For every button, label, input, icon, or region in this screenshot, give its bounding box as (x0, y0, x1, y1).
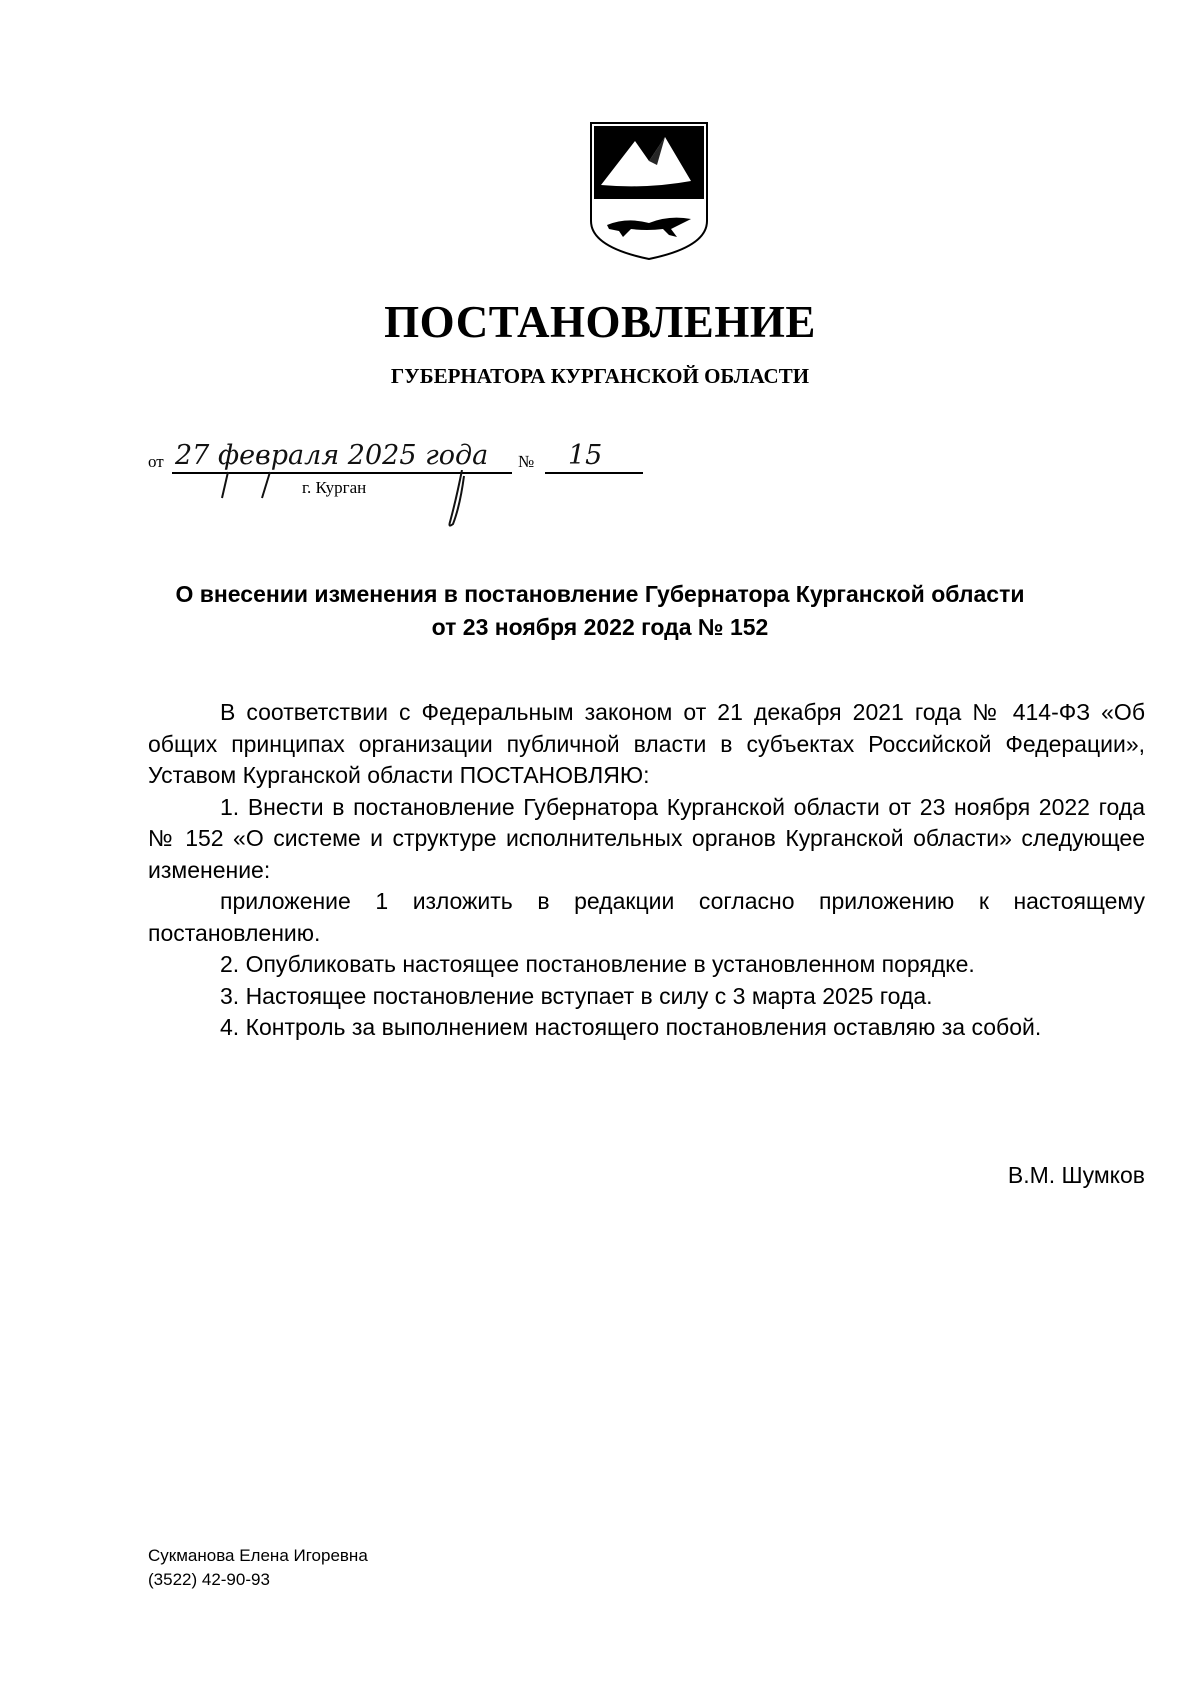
handwritten-number: 15 (568, 440, 603, 471)
document-title: ПОСТАНОВЛЕНИЕ (384, 297, 816, 347)
issuer-subtitle: ГУБЕРНАТОРА КУРГАНСКОЙ ОБЛАСТИ (390, 364, 810, 388)
signer-name: В.М. Шумков (1007, 1162, 1145, 1188)
clause-1-detail-paragraph: приложение 1 изложить в редакции согласно приложению к настоящему постановлению. (148, 888, 1145, 946)
number-underline (545, 472, 643, 474)
clause-1-paragraph: 1. Внести в постановление Губернатора Курганской области от 23 ноября 2022 года № 152 «О системе и структуре исполнительных органов Курганской области» следующее изменение: (148, 793, 1145, 883)
contact-phone: (3522) 42-90-93 (148, 1570, 270, 1589)
heading-line-1: О внесении изменения в постановление Губернатора Курганской области (175, 581, 1025, 607)
clause-2-paragraph: 2. Опубликовать настоящее постановление в установленном порядке. (220, 951, 975, 977)
date-prefix: от (148, 452, 164, 471)
preamble-paragraph: В соответствии с Федеральным законом от 21 декабря 2021 года № 414-ФЗ «Об общих принципах организации публичной власти в субъектах Российской Федерации», Уставом Курганской области ПОСТАНОВЛЯЮ: (148, 699, 1145, 788)
document-heading (120, 578, 1080, 644)
document-body (148, 697, 1145, 1044)
kurgan-coat-of-arms-emblem (587, 119, 711, 263)
clause-3-paragraph: 3. Настоящее постановление вступает в силу с 3 марта 2025 года. (220, 982, 933, 1009)
heading-line-2: от 23 ноября 2022 года № 152 (431, 614, 769, 640)
handwritten-date: 27 февраля 2025 года (175, 440, 489, 471)
clause-4-paragraph: 4. Контроль за выполнением настоящего постановления оставляю за собой. (220, 1014, 1042, 1040)
city-label: г. Курган (302, 478, 367, 497)
contact-block (148, 1544, 368, 1592)
contact-name: Сукманова Елена Игоревна (148, 1546, 368, 1565)
number-label: № (518, 452, 535, 471)
